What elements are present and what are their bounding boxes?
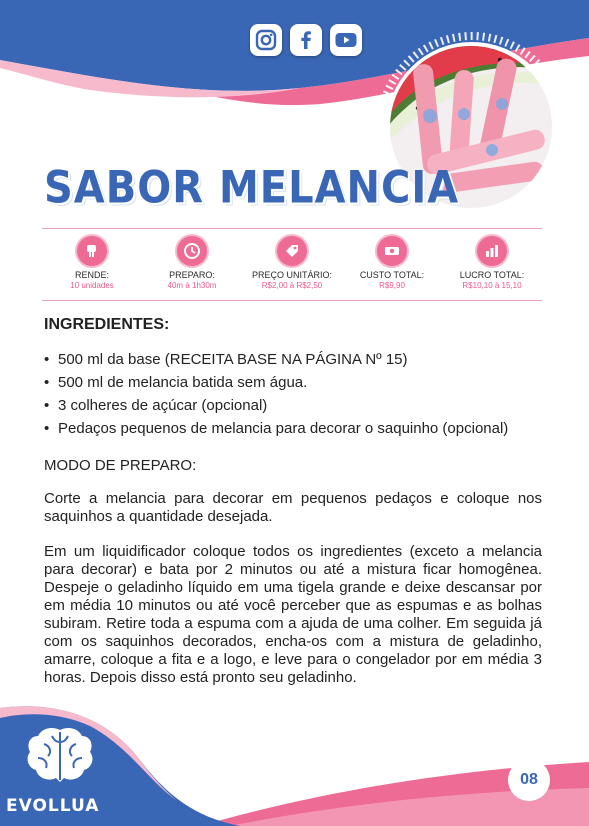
list-item: • 500 ml de melancia batida sem água. (44, 374, 308, 391)
stat-prep-time (142, 236, 242, 291)
ingredients-list (44, 348, 554, 440)
price-tag-icon (277, 236, 307, 266)
brand-name: EVOLLUA (6, 796, 100, 816)
money-icon (377, 236, 407, 266)
ingredients-heading: INGREDIENTES: (44, 316, 170, 333)
stat-value: R$2,00 à R$2,50 (261, 281, 323, 290)
stat-label: PREÇO UNITÁRIO: (251, 270, 332, 280)
social-icons (250, 24, 362, 56)
stat-label: LUCRO TOTAL: (459, 270, 525, 280)
stat-yield (42, 236, 142, 291)
stat-value: 40m à 1h30m (167, 281, 217, 290)
stat-label: PREPARO: (169, 270, 215, 280)
chart-icon (477, 236, 507, 266)
stat-total-profit (442, 236, 542, 291)
ingredient-text: 500 ml de melancia batida sem água. (58, 374, 308, 391)
stat-value: R$9,90 (379, 281, 405, 290)
instagram-button[interactable] (250, 24, 282, 56)
stat-total-cost (342, 236, 442, 291)
preparation-paragraph: Corte a melancia para decorar em pequenos pedaços e coloque nos saquinhos a quantidade desejada. (44, 490, 542, 525)
ingredient-text: 500 ml da base (RECEITA BASE NA PÁGINA Nº 15) (58, 351, 408, 368)
stat-unit-price (242, 236, 342, 291)
ingredient-text: 3 colheres de açúcar (opcional) (58, 397, 268, 414)
brain-logo-icon (24, 724, 96, 790)
stat-value: 10 unidades (70, 281, 114, 290)
list-item: • Pedaços pequenos de melancia para decorar o saquinho (opcional) (44, 420, 509, 437)
divider-bottom (42, 300, 542, 301)
stat-label: CUSTO TOTAL: (359, 270, 425, 280)
stat-value: R$10,10 à 15,10 (462, 281, 522, 290)
stat-label: RENDE: (74, 270, 109, 280)
preparation-heading: MODO DE PREPARO: (44, 457, 197, 474)
mixer-icon (77, 236, 107, 266)
page-number: 08 (511, 762, 547, 798)
clock-icon (177, 236, 207, 266)
preparation-paragraph: Em um liquidificador coloque todos os ingredientes (exceto a melancia para decorar) e bata por 2 minutos ou até a mistura ficar homogênea. Despeje o geladinho líquido em uma tigela grande e deixe descansar por em média 10 minutos ou até você perceber que as espumas e as bolhas subiram. Retire toda a espuma com a ajuda de uma colher. Em seguida já com os saquinhos decorados, encha-os com a mistura de geladinho, amarre, coloque a fita e a logo, e leve para o congelador por em média 3 horas. Depois disso está pronto seu geladinho. (44, 543, 542, 686)
facebook-icon (295, 29, 317, 51)
page-title: SABOR MELANCIA (44, 162, 460, 214)
youtube-icon (334, 29, 358, 51)
divider-top (42, 228, 542, 229)
list-item: • 500 ml da base (RECEITA BASE NA PÁGINA Nº 15) (44, 351, 408, 368)
instagram-icon (255, 29, 277, 51)
stats-row (42, 236, 542, 291)
facebook-button[interactable] (290, 24, 322, 56)
list-item: • 3 colheres de açúcar (opcional) (44, 397, 268, 414)
ingredient-text: Pedaços pequenos de melancia para decorar o saquinho (opcional) (58, 420, 509, 437)
youtube-button[interactable] (330, 24, 362, 56)
